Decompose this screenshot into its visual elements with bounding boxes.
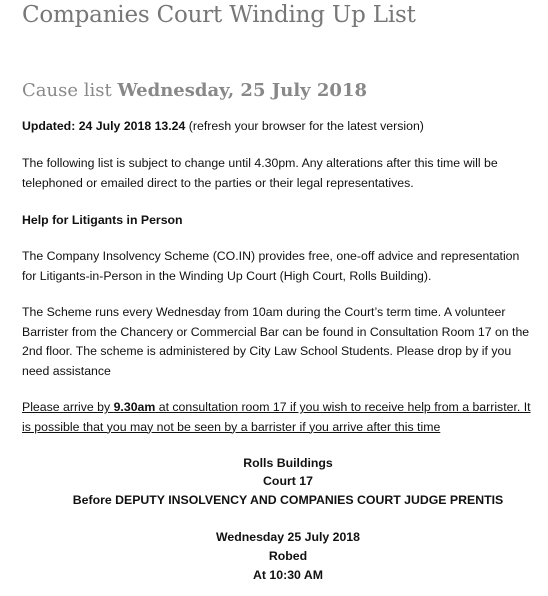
cause-list-prefix: Cause list — [22, 80, 112, 101]
hearing-court: Court 17 — [263, 474, 313, 488]
arrival-time: 9.30am — [113, 400, 156, 414]
scheme-line-2: Barrister from the Chancery or Commercial Bar can be found in Consultation Room 17 on the — [22, 324, 530, 339]
refresh-note: (refresh your browser for the latest version) — [188, 119, 424, 133]
coin-paragraph — [22, 247, 519, 286]
cause-list-heading — [22, 81, 367, 101]
hearing-judge: Before DEPUTY INSOLVENCY AND COMPANIES COURT JUDGE PRENTIS — [72, 493, 504, 507]
hearing-dress: Robed — [268, 549, 308, 563]
updated-line — [22, 117, 424, 137]
coin-line-1: The Company Insolvency Scheme (CO.IN) provides free, one-off advice and representation — [22, 249, 520, 263]
arrival-post: at consultation room 17 if you wish to receive help from a barrister. It — [155, 400, 531, 414]
page-title: Companies Court Winding Up List — [22, 2, 416, 28]
scheme-line-3: 2nd floor. The scheme is administered by City Law School Students. Please drop by if you — [22, 344, 512, 358]
help-heading: Help for Litigants in Person — [22, 213, 183, 227]
scheme-paragraph — [22, 303, 529, 381]
hearing-time: At 10:30 AM — [253, 568, 323, 582]
coin-line-2: for Litigants-in-Person in the Winding Up Court (High Court, Rolls Building). — [22, 268, 432, 283]
cause-list-date: Wednesday, 25 July 2018 — [117, 80, 367, 101]
updated-label: Updated: 24 July 2018 13.24 — [22, 119, 186, 133]
change-notice-line-2: telephoned or emailed direct to the parties or their legal representatives. — [22, 175, 414, 190]
arrival-line-1 — [22, 398, 531, 418]
arrival-line-2: is possible that you may not be seen by a barrister if you arrive after this time — [22, 419, 441, 434]
scheme-line-4: need assistance — [22, 363, 111, 378]
hearing-date: Wednesday 25 July 2018 — [215, 530, 360, 544]
arrival-notice — [22, 398, 531, 437]
change-notice — [22, 154, 498, 193]
scheme-line-1: The Scheme runs every Wednesday from 10am during the Court’s term time. A volunteer — [22, 305, 506, 319]
hearing-venue: Rolls Buildings — [243, 456, 333, 470]
arrival-pre: Please arrive by — [22, 400, 114, 414]
change-notice-line-1: The following list is subject to change until 4.30pm. Any alterations after this time will be — [22, 156, 498, 170]
